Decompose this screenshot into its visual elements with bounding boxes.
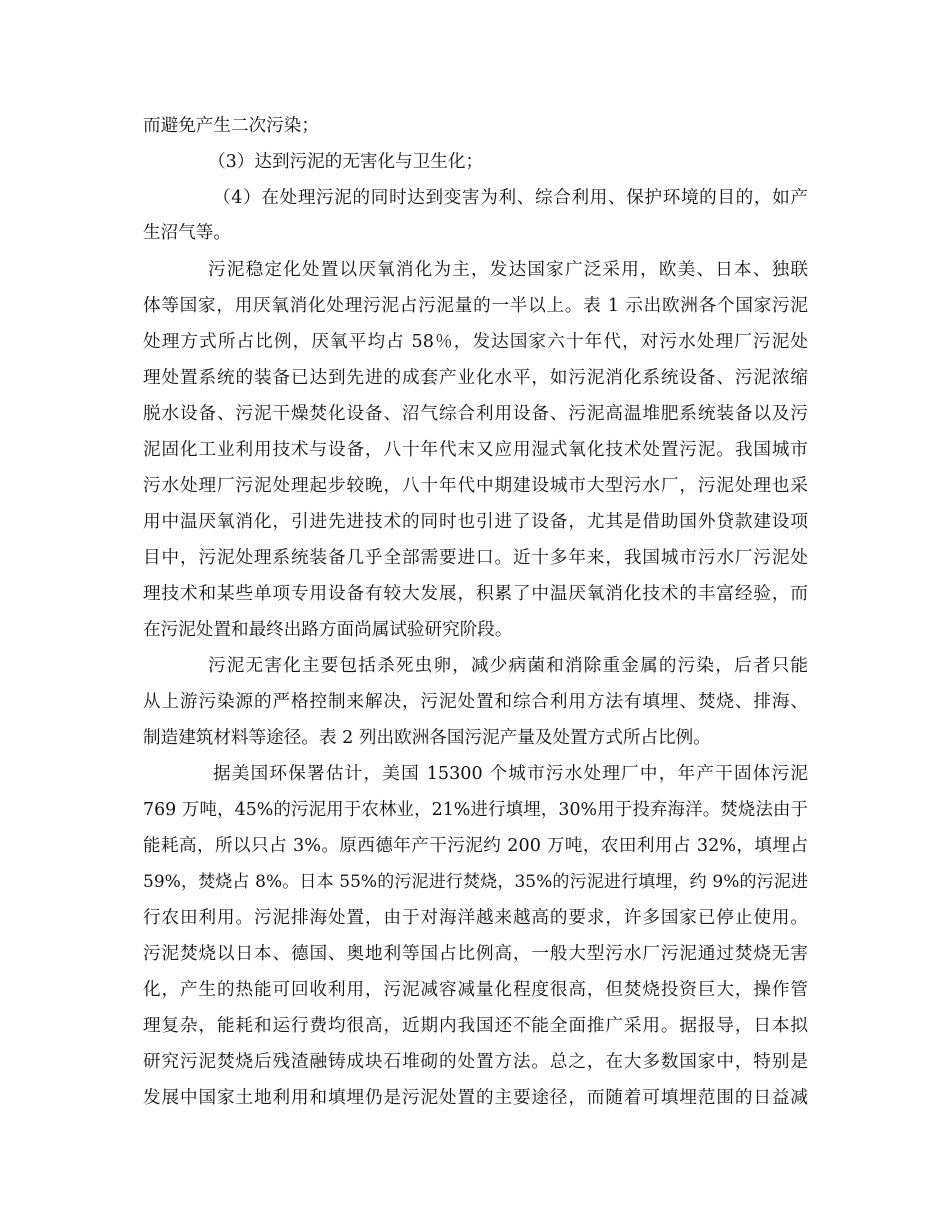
list-item: （3）达到污泥的无害化与卫生化； bbox=[208, 152, 484, 172]
text-line: 而避免产生二次污染； bbox=[143, 116, 319, 136]
text-line: 理复杂，能耗和运行费均很高，近期内我国还不能全面推广采用。据报导，日本拟 bbox=[143, 1016, 808, 1036]
text-line: 目中，污泥处理系统装备几乎全部需要进口。近十多年来，我国城市污水厂污泥处 bbox=[143, 548, 808, 568]
text-line: 污泥无害化主要包括杀死虫卵，减少病菌和消除重金属的污染，后者只能 bbox=[208, 656, 808, 676]
text-line: 59%，焚烧占 8%。日本 55%的污泥进行焚烧，35%的污泥进行填埋，约 9%的污泥进 bbox=[143, 872, 808, 892]
text-line: 污泥焚烧以日本、德国、奥地利等国占比例高，一般大型污水厂污泥通过焚烧无害 bbox=[143, 944, 808, 964]
text-line: 能耗高，所以只占 3%。原西德年产干污泥约 200 万吨，农田利用占 32%，填埋占 bbox=[143, 836, 808, 856]
text-line: 理处置系统的装备已达到先进的成套产业化水平，如污泥消化系统设备、污泥浓缩 bbox=[143, 368, 808, 388]
text-line: 发展中国家土地利用和填埋仍是污泥处置的主要途径，而随着可填埋范围的日益减 bbox=[143, 1088, 808, 1108]
text-line: 行农田利用。污泥排海处置，由于对海洋越来越高的要求，许多国家已停止使用。 bbox=[143, 908, 808, 928]
text-line: 从上游污染源的严格控制来解决，污泥处置和综合利用方法有填埋、焚烧、排海、 bbox=[143, 692, 808, 712]
text-line: 研究污泥焚烧后残渣融铸成块石堆砌的处置方法。总之，在大多数国家中，特别是 bbox=[143, 1052, 808, 1072]
list-item: （4）在处理污泥的同时达到变害为利、综合利用、保护环境的目的，如产 bbox=[213, 188, 808, 208]
text-line: 化，产生的热能可回收利用，污泥减容减量化程度很高，但焚烧投资巨大，操作管 bbox=[143, 980, 808, 1000]
text-line: 泥固化工业利用技术与设备，八十年代末又应用湿式氧化技术处置污泥。我国城市 bbox=[143, 440, 808, 460]
text-line: 污水处理厂污泥处理起步较晚，八十年代中期建设城市大型污水厂，污泥处理也采 bbox=[143, 476, 808, 496]
text-line: 制造建筑材料等途径。表 2 列出欧洲各国污泥产量及处置方式所占比例。 bbox=[143, 728, 711, 748]
text-line: 污泥稳定化处置以厌氧消化为主，发达国家广泛采用，欧美、日本、独联 bbox=[208, 260, 808, 280]
text-line: 体等国家，用厌氧消化处理污泥占污泥量的一半以上。表 1 示出欧洲各个国家污泥 bbox=[143, 296, 808, 316]
text-line: 据美国环保署估计，美国 15300 个城市污水处理厂中，年产干固体污泥 bbox=[213, 764, 808, 784]
text-line: 在污泥处置和最终出路方面尚属试验研究阶段。 bbox=[143, 620, 513, 640]
text-line: 769 万吨，45%的污泥用于农林业，21%进行填埋，30%用于投弃海洋。焚烧法由于 bbox=[143, 800, 808, 820]
text-line: 用中温厌氧消化，引进先进技术的同时也引进了设备，尤其是借助国外贷款建设项 bbox=[143, 512, 808, 532]
text-line: 脱水设备、污泥干燥焚化设备、沼气综合利用设备、污泥高温堆肥系统装备以及污 bbox=[143, 404, 808, 424]
text-line: 处理方式所占比例，厌氧平均占 58％，发达国家六十年代，对污水处理厂污泥处 bbox=[143, 332, 808, 352]
text-line: 理技术和某些单项专用设备有较大发展，积累了中温厌氧消化技术的丰富经验，而 bbox=[143, 584, 808, 604]
text-line: 生沼气等。 bbox=[143, 223, 231, 243]
